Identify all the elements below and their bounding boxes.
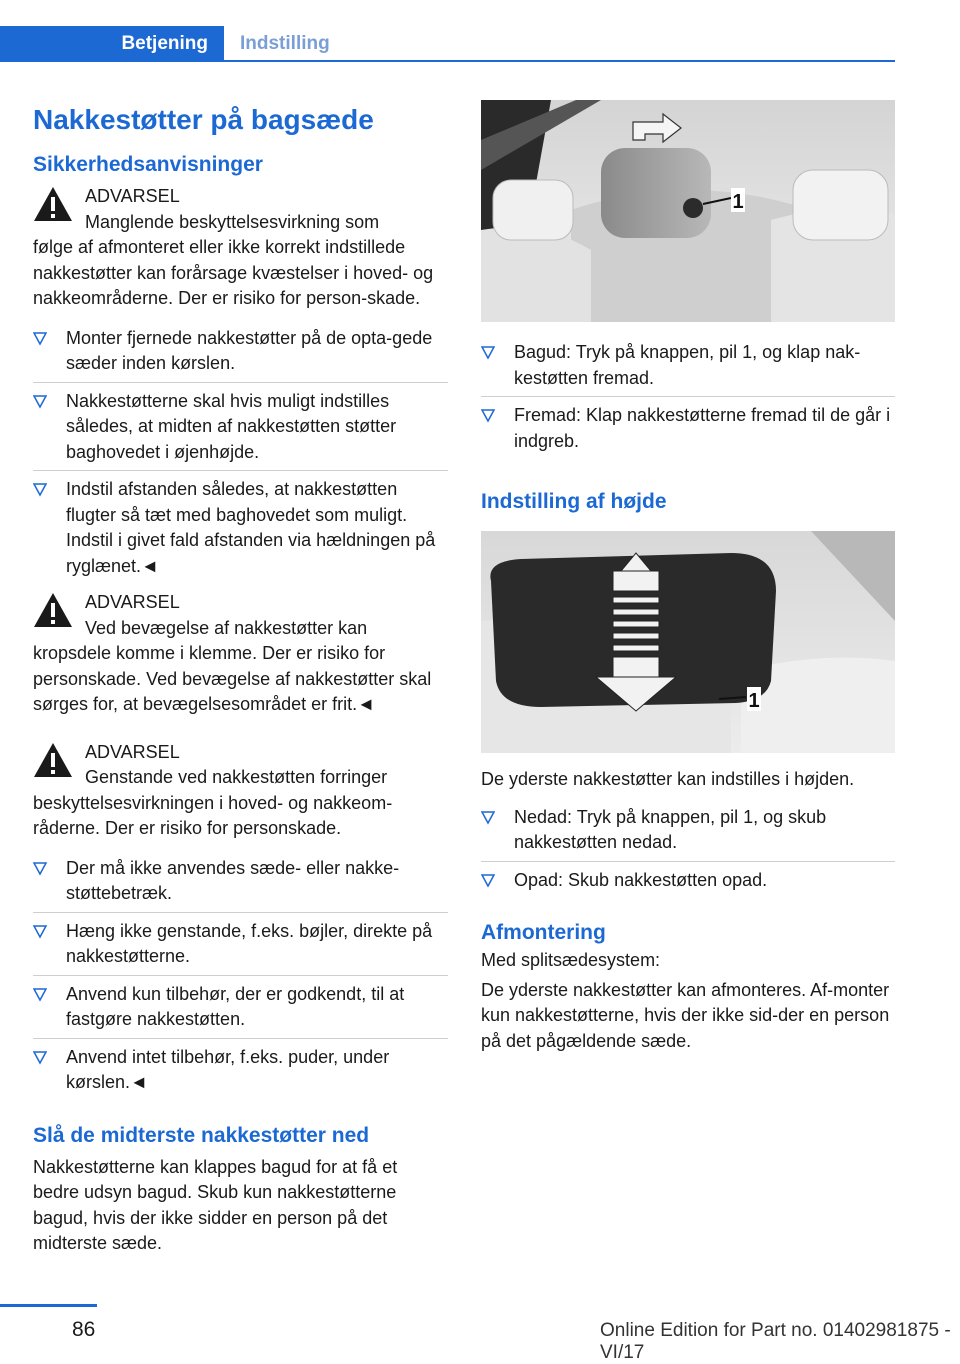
list-item-text: Der må ikke anvendes sæde- eller nakke-støttebetræk. [66, 857, 400, 903]
warning-triangle-icon [33, 186, 73, 222]
headrest-fold-illustration [481, 100, 895, 322]
section-title-safety: Sikkerhedsanvisninger [33, 153, 263, 176]
list-item [33, 1039, 448, 1101]
triangle-bullet-icon [33, 395, 47, 409]
safety-list-1 [33, 320, 448, 585]
list-item [481, 862, 895, 899]
list-item-text: Fremad: Klap nakkestøtterne fremad til de går i indgreb. [514, 405, 891, 451]
list-item [481, 334, 895, 397]
header-divider [0, 60, 895, 62]
image2-callout: 1 [748, 690, 760, 712]
list-item-text: Monter fjernede nakkestøtter på de opta-gede sæder inden kørslen. [66, 327, 433, 373]
edition-note: Online Edition for Part no. 01402981875 - VI/17 [600, 1320, 951, 1363]
height-text: De yderste nakkestøtter kan indstilles i højden. [481, 769, 855, 789]
list-item [33, 850, 448, 913]
list-item-text: Hæng ikke genstande, f.eks. bøjler, direkte på nakkestøtterne. [66, 920, 433, 966]
triangle-bullet-icon [481, 811, 495, 825]
list-item-text: Anvend intet tilbehør, f.eks. puder, under kørslen.◄ [66, 1046, 390, 1092]
warning-body: beskyttelsesvirkningen i hoved- og nakkeom-råderne. Der er risiko for personskade. [33, 792, 393, 838]
warning-lead: Genstande ved nakkestøtten forringer [85, 767, 388, 787]
fold-down-text: Nakkestøtterne kan klappes bagud for at få et bedre udsyn bagud. Skub kun nakkestøtterne bagud, hvis der ikke sidder en person på det midterste sæde. [33, 1156, 398, 1253]
list-item [481, 397, 895, 459]
page-number: 86 [72, 1318, 96, 1341]
warning-lead: Ved bevægelse af nakkestøtter kan [85, 617, 368, 638]
height-steps-list [481, 799, 895, 899]
warning-label: ADVARSEL [85, 741, 180, 762]
tab-betjening[interactable]: Betjening [0, 26, 224, 62]
list-item [33, 471, 448, 584]
footer-divider [0, 1304, 97, 1307]
warning-body: kropsdele komme i klemme. Der er risiko for personskade. Ved bevægelse af nakkestøtter skal sørges for, at bevægelsesområdet er frit.◄ [33, 643, 432, 714]
headrest-height-image [481, 531, 895, 753]
warning-lead: Manglende beskyttelsesvirkning som [85, 211, 380, 232]
page-title: Nakkestøtter på bagsæde [33, 104, 374, 135]
triangle-bullet-icon [33, 988, 47, 1002]
section-title-remove: Afmontering [481, 921, 606, 944]
list-item-text: Nedad: Tryk på knappen, pil 1, og skub nakkestøtten nedad. [514, 806, 827, 852]
remove-lead: Med splitsædesystem: [481, 950, 661, 970]
chapter-header [0, 0, 895, 64]
section-title-height: Indstilling af højde [481, 490, 667, 513]
fold-steps-list [481, 334, 895, 459]
headrest-height-illustration [481, 531, 895, 753]
triangle-bullet-icon [33, 862, 47, 876]
list-item-text: Opad: Skub nakkestøtten opad. [514, 869, 768, 890]
list-item [481, 799, 895, 862]
triangle-bullet-icon [481, 409, 495, 423]
list-item-text: Indstil afstanden således, at nakkestøtten flugter så tæt med baghovedet som muligt. Indstil i givet fald afstanden via hældningen på ryglænet.◄ [66, 479, 436, 576]
list-item-text: Bagud: Tryk på knappen, pil 1, og klap nak-kestøtten fremad. [514, 342, 861, 388]
triangle-bullet-icon [33, 925, 47, 939]
image1-callout: 1 [732, 191, 744, 213]
remove-text: De yderste nakkestøtter kan afmonteres. Af-monter kun nakkestøtterne, hvis der ikke sid-der en person på det pågældende sæde. [481, 979, 890, 1051]
list-item [33, 383, 448, 472]
triangle-bullet-icon [33, 1051, 47, 1065]
triangle-bullet-icon [481, 346, 495, 360]
list-item-text: Nakkestøtterne skal hvis muligt indstilles således, at midten af nakkestøtten støtter baghovedet i øjenhøjde. [66, 390, 397, 462]
warning-block-1 [33, 184, 448, 312]
left-column [33, 100, 448, 1257]
list-item [33, 320, 448, 383]
triangle-bullet-icon [33, 332, 47, 346]
safety-list-2 [33, 850, 448, 1101]
headrest-fold-image [481, 100, 895, 322]
warning-label: ADVARSEL [85, 592, 180, 612]
triangle-bullet-icon [33, 483, 47, 497]
triangle-bullet-icon [481, 874, 495, 888]
section-title-fold-down: Slå de midterste nakkestøtter ned [33, 1123, 370, 1147]
warning-triangle-icon [33, 742, 73, 778]
list-item-text: Anvend kun tilbehør, der er godkendt, til at fastgøre nakkestøtten. [66, 983, 405, 1029]
warning-block-3 [33, 740, 448, 842]
tab-indstilling[interactable]: Indstilling [240, 33, 330, 54]
warning-triangle-icon [33, 592, 73, 628]
list-item [33, 913, 448, 976]
warning-label: ADVARSEL [85, 186, 180, 206]
right-column [481, 100, 895, 1054]
list-item [33, 976, 448, 1039]
warning-body: følge af afmonteret eller ikke korrekt indstillede nakkestøtter kan forårsage kvæstelser i hoved- og nakkeområderne. Der er risiko for person-skade. [33, 237, 434, 308]
warning-block-2 [33, 590, 448, 718]
